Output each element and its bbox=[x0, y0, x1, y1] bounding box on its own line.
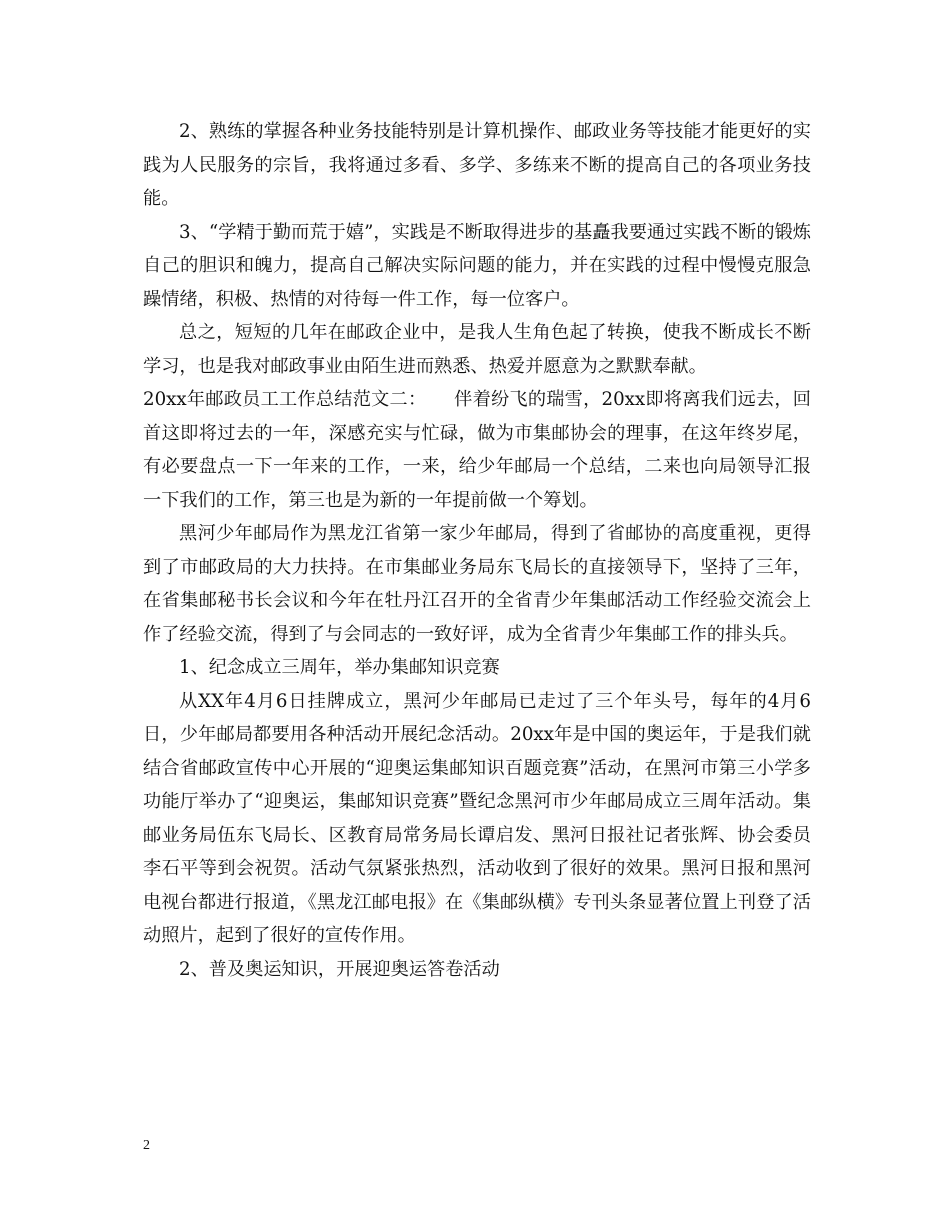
paragraph-diligence: 3、“学精于勤而荒于嬉”，实践是不断取得进步的基矗我要通过实践不断的锻炼自己的胆识和魄力，提高自己解决实际问题的能力，并在实践的过程中慢慢克服急躁情绪，积极、热情的对待每一件工作，每一位客户。 bbox=[143, 221, 811, 310]
paragraph-skills: 2、熟练的掌握各种业务技能特别是计算机操作、邮政业务等技能才能更好的实践为人民服务的宗旨，我将通过多看、多学、多练来不断的提高自己的各项业务技能。 bbox=[143, 121, 811, 209]
body-text bbox=[143, 115, 811, 986]
paragraph-sample-two: 20xx年邮政员工工作总结范文二： 伴着纷飞的瑞雪，20xx即将离我们远去，回首这即将过去的一年，深感充实与忙碌，做为市集邮协会的理事，在这年终岁尾，有必要盘点一下一年来的工作，一来，给少年邮局一个总结，二来也向局领导汇报一下我们的工作，第三也是为新的一年提前做一个筹划。 bbox=[143, 389, 811, 511]
paragraph-heihe-post: 黑河少年邮局作为黑龙江省第一家少年邮局，得到了省邮协的高度重视，更得到了市邮政局的大力扶持。在市集邮业务局东飞局长的直接领导下，坚持了三年，在省集邮秘书长会议和今年在牡丹江召开的全省青少年集邮活动工作经验交流会上作了经验交流，得到了与会同志的一致好评，成为全省青少年集邮工作的排头兵。 bbox=[143, 523, 811, 645]
section-heading-anniversary: 1、纪念成立三周年，举办集邮知识竞赛 bbox=[179, 657, 500, 678]
paragraph-summary: 总之，短短的几年在邮政企业中，是我人生角色起了转换，使我不断成长不断学习，也是我对邮政事业由陌生进而熟悉、热爱并愿意为之默默奉献。 bbox=[143, 322, 811, 377]
paragraph-anniversary: 从XX年4月6日挂牌成立，黑河少年邮局已走过了三个年头号，每年的4月6日，少年邮局都要用各种活动开展纪念活动。20xx年是中国的奥运年，于是我们就结合省邮政宣传中心开展的“迎奥运集邮知识百题竞赛”活动，在黑河市第三小学多功能厅举办了“迎奥运，集邮知识竞赛”暨纪念黑河市少年邮局成立三周年活动。集邮业务局伍东飞局长、区教育局常务局长谭启发、黑河日报社记者张辉、协会委员李石平等到会祝贺。活动气氛紧张热烈，活动收到了很好的效果。黑河日报和黑河电视台都进行报道，《黑龙江邮电报》在《集邮纵横》专刊头条显著位置上刊登了活动照片，起到了很好的宣传作用。 bbox=[143, 690, 811, 946]
page-number: 2 bbox=[143, 1138, 150, 1153]
section-heading-olympics: 2、普及奥运知识，开展迎奥运答卷活动 bbox=[179, 958, 500, 980]
